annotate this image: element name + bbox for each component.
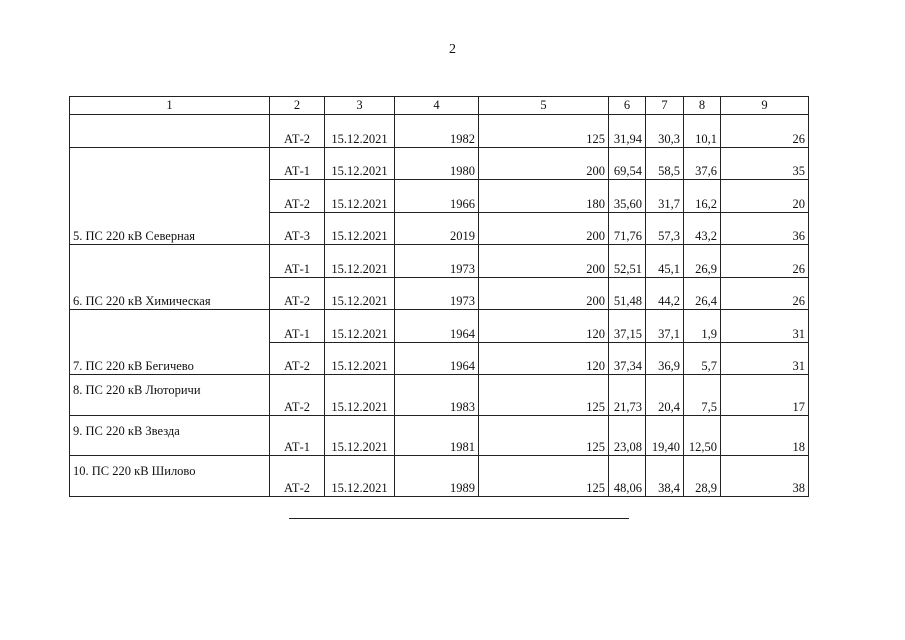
transformer-cell: АТ-1 (270, 415, 325, 456)
value-cell: 26,9 (684, 245, 721, 278)
value-cell: 35,60 (609, 180, 646, 213)
power-cell: 120 (479, 342, 609, 375)
value-cell: 18 (721, 415, 809, 456)
substation-name-cell: 8. ПС 220 кВ Люторичи (70, 375, 270, 416)
value-cell: 31 (721, 310, 809, 343)
value-cell: 26 (721, 115, 809, 148)
transformer-cell: АТ-2 (270, 277, 325, 310)
year-cell: 2019 (395, 212, 479, 245)
value-cell: 5,7 (684, 342, 721, 375)
value-cell: 10,1 (684, 115, 721, 148)
column-header: 5 (479, 97, 609, 115)
transformer-table (69, 96, 809, 497)
value-cell: 26 (721, 245, 809, 278)
date-cell: 15.12.2021 (325, 115, 395, 148)
value-cell: 45,1 (646, 245, 684, 278)
year-cell: 1973 (395, 245, 479, 278)
value-cell: 20,4 (646, 375, 684, 416)
value-cell: 44,2 (646, 277, 684, 310)
year-cell: 1964 (395, 342, 479, 375)
value-cell: 36 (721, 212, 809, 245)
value-cell: 26,4 (684, 277, 721, 310)
column-header: 9 (721, 97, 809, 115)
year-cell: 1981 (395, 415, 479, 456)
page-number: 2 (449, 42, 456, 57)
transformer-cell: АТ-3 (270, 212, 325, 245)
column-header: 4 (395, 97, 479, 115)
value-cell: 17 (721, 375, 809, 416)
table-row (70, 310, 809, 343)
value-cell: 31,7 (646, 180, 684, 213)
date-cell: 15.12.2021 (325, 180, 395, 213)
value-cell: 57,3 (646, 212, 684, 245)
power-cell: 125 (479, 115, 609, 148)
value-cell: 23,08 (609, 415, 646, 456)
value-cell: 31,94 (609, 115, 646, 148)
date-cell: 15.12.2021 (325, 212, 395, 245)
power-cell: 120 (479, 310, 609, 343)
value-cell: 37,6 (684, 147, 721, 180)
substation-name-cell: 7. ПС 220 кВ Бегичево (70, 310, 270, 375)
value-cell: 71,76 (609, 212, 646, 245)
transformer-cell: АТ-1 (270, 310, 325, 343)
value-cell: 48,06 (609, 456, 646, 497)
transformer-cell: АТ-1 (270, 245, 325, 278)
column-header: 1 (70, 97, 270, 115)
value-cell: 20 (721, 180, 809, 213)
transformer-cell: АТ-2 (270, 180, 325, 213)
table-row (70, 456, 809, 497)
value-cell: 58,5 (646, 147, 684, 180)
value-cell: 43,2 (684, 212, 721, 245)
substation-name-cell: 5. ПС 220 кВ Северная (70, 147, 270, 245)
year-cell: 1966 (395, 180, 479, 213)
year-cell: 1983 (395, 375, 479, 416)
value-cell: 37,15 (609, 310, 646, 343)
value-cell: 37,1 (646, 310, 684, 343)
value-cell: 7,5 (684, 375, 721, 416)
value-cell: 35 (721, 147, 809, 180)
substation-name-cell (70, 115, 270, 148)
value-cell: 37,34 (609, 342, 646, 375)
transformer-cell: АТ-2 (270, 342, 325, 375)
year-cell: 1980 (395, 147, 479, 180)
year-cell: 1964 (395, 310, 479, 343)
table-row (70, 415, 809, 456)
value-cell: 12,50 (684, 415, 721, 456)
date-cell: 15.12.2021 (325, 277, 395, 310)
date-cell: 15.12.2021 (325, 147, 395, 180)
table-row (70, 115, 809, 148)
value-cell: 16,2 (684, 180, 721, 213)
transformer-cell: АТ-2 (270, 375, 325, 416)
value-cell: 69,54 (609, 147, 646, 180)
date-cell: 15.12.2021 (325, 456, 395, 497)
year-cell: 1989 (395, 456, 479, 497)
column-header: 2 (270, 97, 325, 115)
value-cell: 38,4 (646, 456, 684, 497)
power-cell: 125 (479, 415, 609, 456)
value-cell: 19,40 (646, 415, 684, 456)
column-header: 8 (684, 97, 721, 115)
value-cell: 21,73 (609, 375, 646, 416)
transformer-cell: АТ-2 (270, 115, 325, 148)
transformer-cell: АТ-1 (270, 147, 325, 180)
power-cell: 200 (479, 245, 609, 278)
table-header-row (70, 97, 809, 115)
column-header: 3 (325, 97, 395, 115)
value-cell: 28,9 (684, 456, 721, 497)
value-cell: 26 (721, 277, 809, 310)
power-cell: 200 (479, 147, 609, 180)
table-row (70, 375, 809, 416)
date-cell: 15.12.2021 (325, 375, 395, 416)
year-cell: 1982 (395, 115, 479, 148)
value-cell: 30,3 (646, 115, 684, 148)
value-cell: 36,9 (646, 342, 684, 375)
value-cell: 52,51 (609, 245, 646, 278)
value-cell: 31 (721, 342, 809, 375)
power-cell: 200 (479, 277, 609, 310)
date-cell: 15.12.2021 (325, 245, 395, 278)
substation-name-cell: 6. ПС 220 кВ Химическая (70, 245, 270, 310)
value-cell: 1,9 (684, 310, 721, 343)
column-header: 7 (646, 97, 684, 115)
power-cell: 200 (479, 212, 609, 245)
power-cell: 125 (479, 456, 609, 497)
table-row (70, 245, 809, 278)
table-row (70, 147, 809, 180)
date-cell: 15.12.2021 (325, 310, 395, 343)
closing-rule-line (289, 518, 629, 519)
year-cell: 1973 (395, 277, 479, 310)
substation-name-cell: 10. ПС 220 кВ Шилово (70, 456, 270, 497)
transformer-cell: АТ-2 (270, 456, 325, 497)
date-cell: 15.12.2021 (325, 342, 395, 375)
value-cell: 38 (721, 456, 809, 497)
power-cell: 180 (479, 180, 609, 213)
substation-name-cell: 9. ПС 220 кВ Звезда (70, 415, 270, 456)
column-header: 6 (609, 97, 646, 115)
date-cell: 15.12.2021 (325, 415, 395, 456)
value-cell: 51,48 (609, 277, 646, 310)
power-cell: 125 (479, 375, 609, 416)
